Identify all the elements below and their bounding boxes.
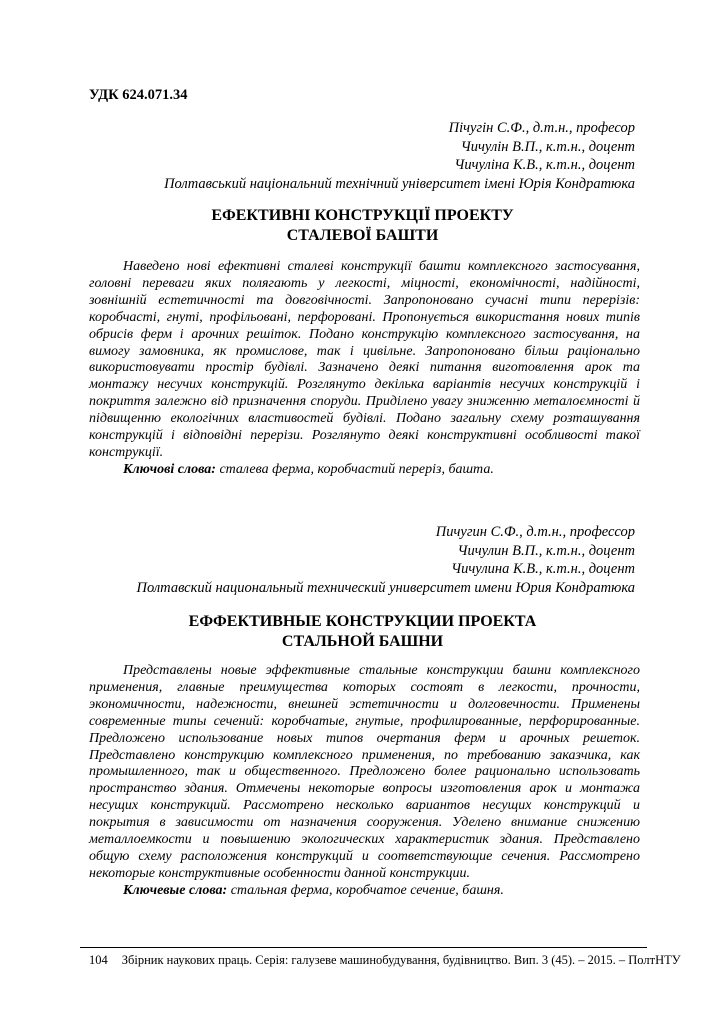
keywords-label: Ключевые слова: bbox=[123, 882, 228, 898]
article-title-ua bbox=[89, 206, 636, 246]
author-name: Чичулін В.П., к.т.н., доцент bbox=[460, 138, 635, 155]
title-line: СТАЛЕВОЇ БАШТИ bbox=[286, 227, 439, 244]
abstract-ru bbox=[89, 663, 640, 900]
abstract-text: Наведено нові ефективні сталеві конструкції башти комплексного застосування, головні переваги яких полягають у легкості, міцності, економічності, надійності, зовнішній естетичності та довговічності. Запропоновано сучасні типи перерізів: коробчасті, гнуті, профільовані, перфоровані. Пропонується використання нових типів обрисів ферм і арочних решіток. Подано конструкцію комплексного застосування, на вимогу замовника, як промислове, так і цивільне. Запропоновано більш раціонально використовувати простір будівлі. Зазначено деякі питання виготовлення арок та монтажу несучих конструкцій. Розглянуто декілька варіантів несучих конструкцій і покриття залежно від призначення споруди. Приділено увагу зниженню металоємності й підвищенню екологічних властивостей будівлі. Подано загальну схему розташування конструкцій і відповідні перерізи. Розглянуто деякі конструктивні особливості такої конструкції. bbox=[89, 259, 640, 460]
article-title-ru bbox=[89, 612, 636, 652]
title-line: ЕФФЕКТИВНЫЕ КОНСТРУКЦИИ ПРОЕКТА bbox=[188, 613, 537, 630]
abstract-ua bbox=[89, 259, 640, 479]
abstract-text: Представлены новые эффективные стальные конструкции башни комплексного применения, главные преимущества которых состоят в легкости, прочности, экономичности, надежности, внешней эстетичности и долговечности. Применены современные типы сечений: коробчатые, гнутые, профилированные, перфорированные. Предложено использование новых типов очертания ферм и арочных решеток. Представлено конструкцию комплексного применения, по требованию заказчика, как промышленного, так и общественного. Предложено более рационально использовать пространство здания. Отмечены некоторые вопросы изготовления арок и монтажа несущих конструкций. Рассмотрено несколько вариантов несущих конструкций и покрытия в зависимости от назначения сооружения. Уделено внимание снижению металлоемкости и повышению экологических характеристик здания. Представлено общую схему расположения конструкций и соответствующие сечения. Рассмотрено некоторые конструктивные особенности данной конструкции. bbox=[89, 663, 640, 881]
author-name: Чичулин В.П., к.т.н., доцент bbox=[457, 542, 635, 559]
author-name: Пічугін С.Ф., д.т.н., професор bbox=[448, 120, 635, 136]
authors-block-ru bbox=[137, 523, 636, 597]
page-number: 104 bbox=[89, 953, 108, 967]
journal-citation: Збірник наукових праць. Серія: галузеве машинобудування, будівництво. Вип. 3 (45). – 2015. – ПолтНТУ bbox=[121, 953, 681, 967]
keywords-text: сталева ферма, коробчастий переріз, башта. bbox=[219, 461, 494, 477]
author-name: Чичулина К.В., к.т.н., доцент bbox=[451, 561, 635, 577]
title-line: ЕФЕКТИВНІ КОНСТРУКЦІЇ ПРОЕКТУ bbox=[211, 207, 514, 224]
author-name: Чичуліна К.В., к.т.н., доцент bbox=[454, 157, 635, 173]
author-affiliation: Полтавский национальный технический университет имени Юрия Кондратюка bbox=[136, 579, 635, 596]
keywords-line bbox=[89, 883, 640, 900]
keywords-line bbox=[89, 462, 640, 479]
authors-block-ua bbox=[164, 119, 635, 193]
keywords-label: Ключові слова: bbox=[123, 461, 216, 477]
udk-code: УДК 624.071.34 bbox=[89, 87, 188, 103]
keywords-text: стальная ферма, коробчатое сечение, башня. bbox=[230, 882, 504, 898]
author-name: Пичугин С.Ф., д.т.н., профессор bbox=[435, 524, 635, 540]
footer-divider bbox=[80, 947, 647, 948]
title-line: СТАЛЬНОЙ БАШНИ bbox=[281, 633, 444, 650]
author-affiliation: Полтавський національний технічний університет імені Юрія Кондратюка bbox=[164, 175, 635, 192]
page-footer bbox=[89, 953, 681, 968]
